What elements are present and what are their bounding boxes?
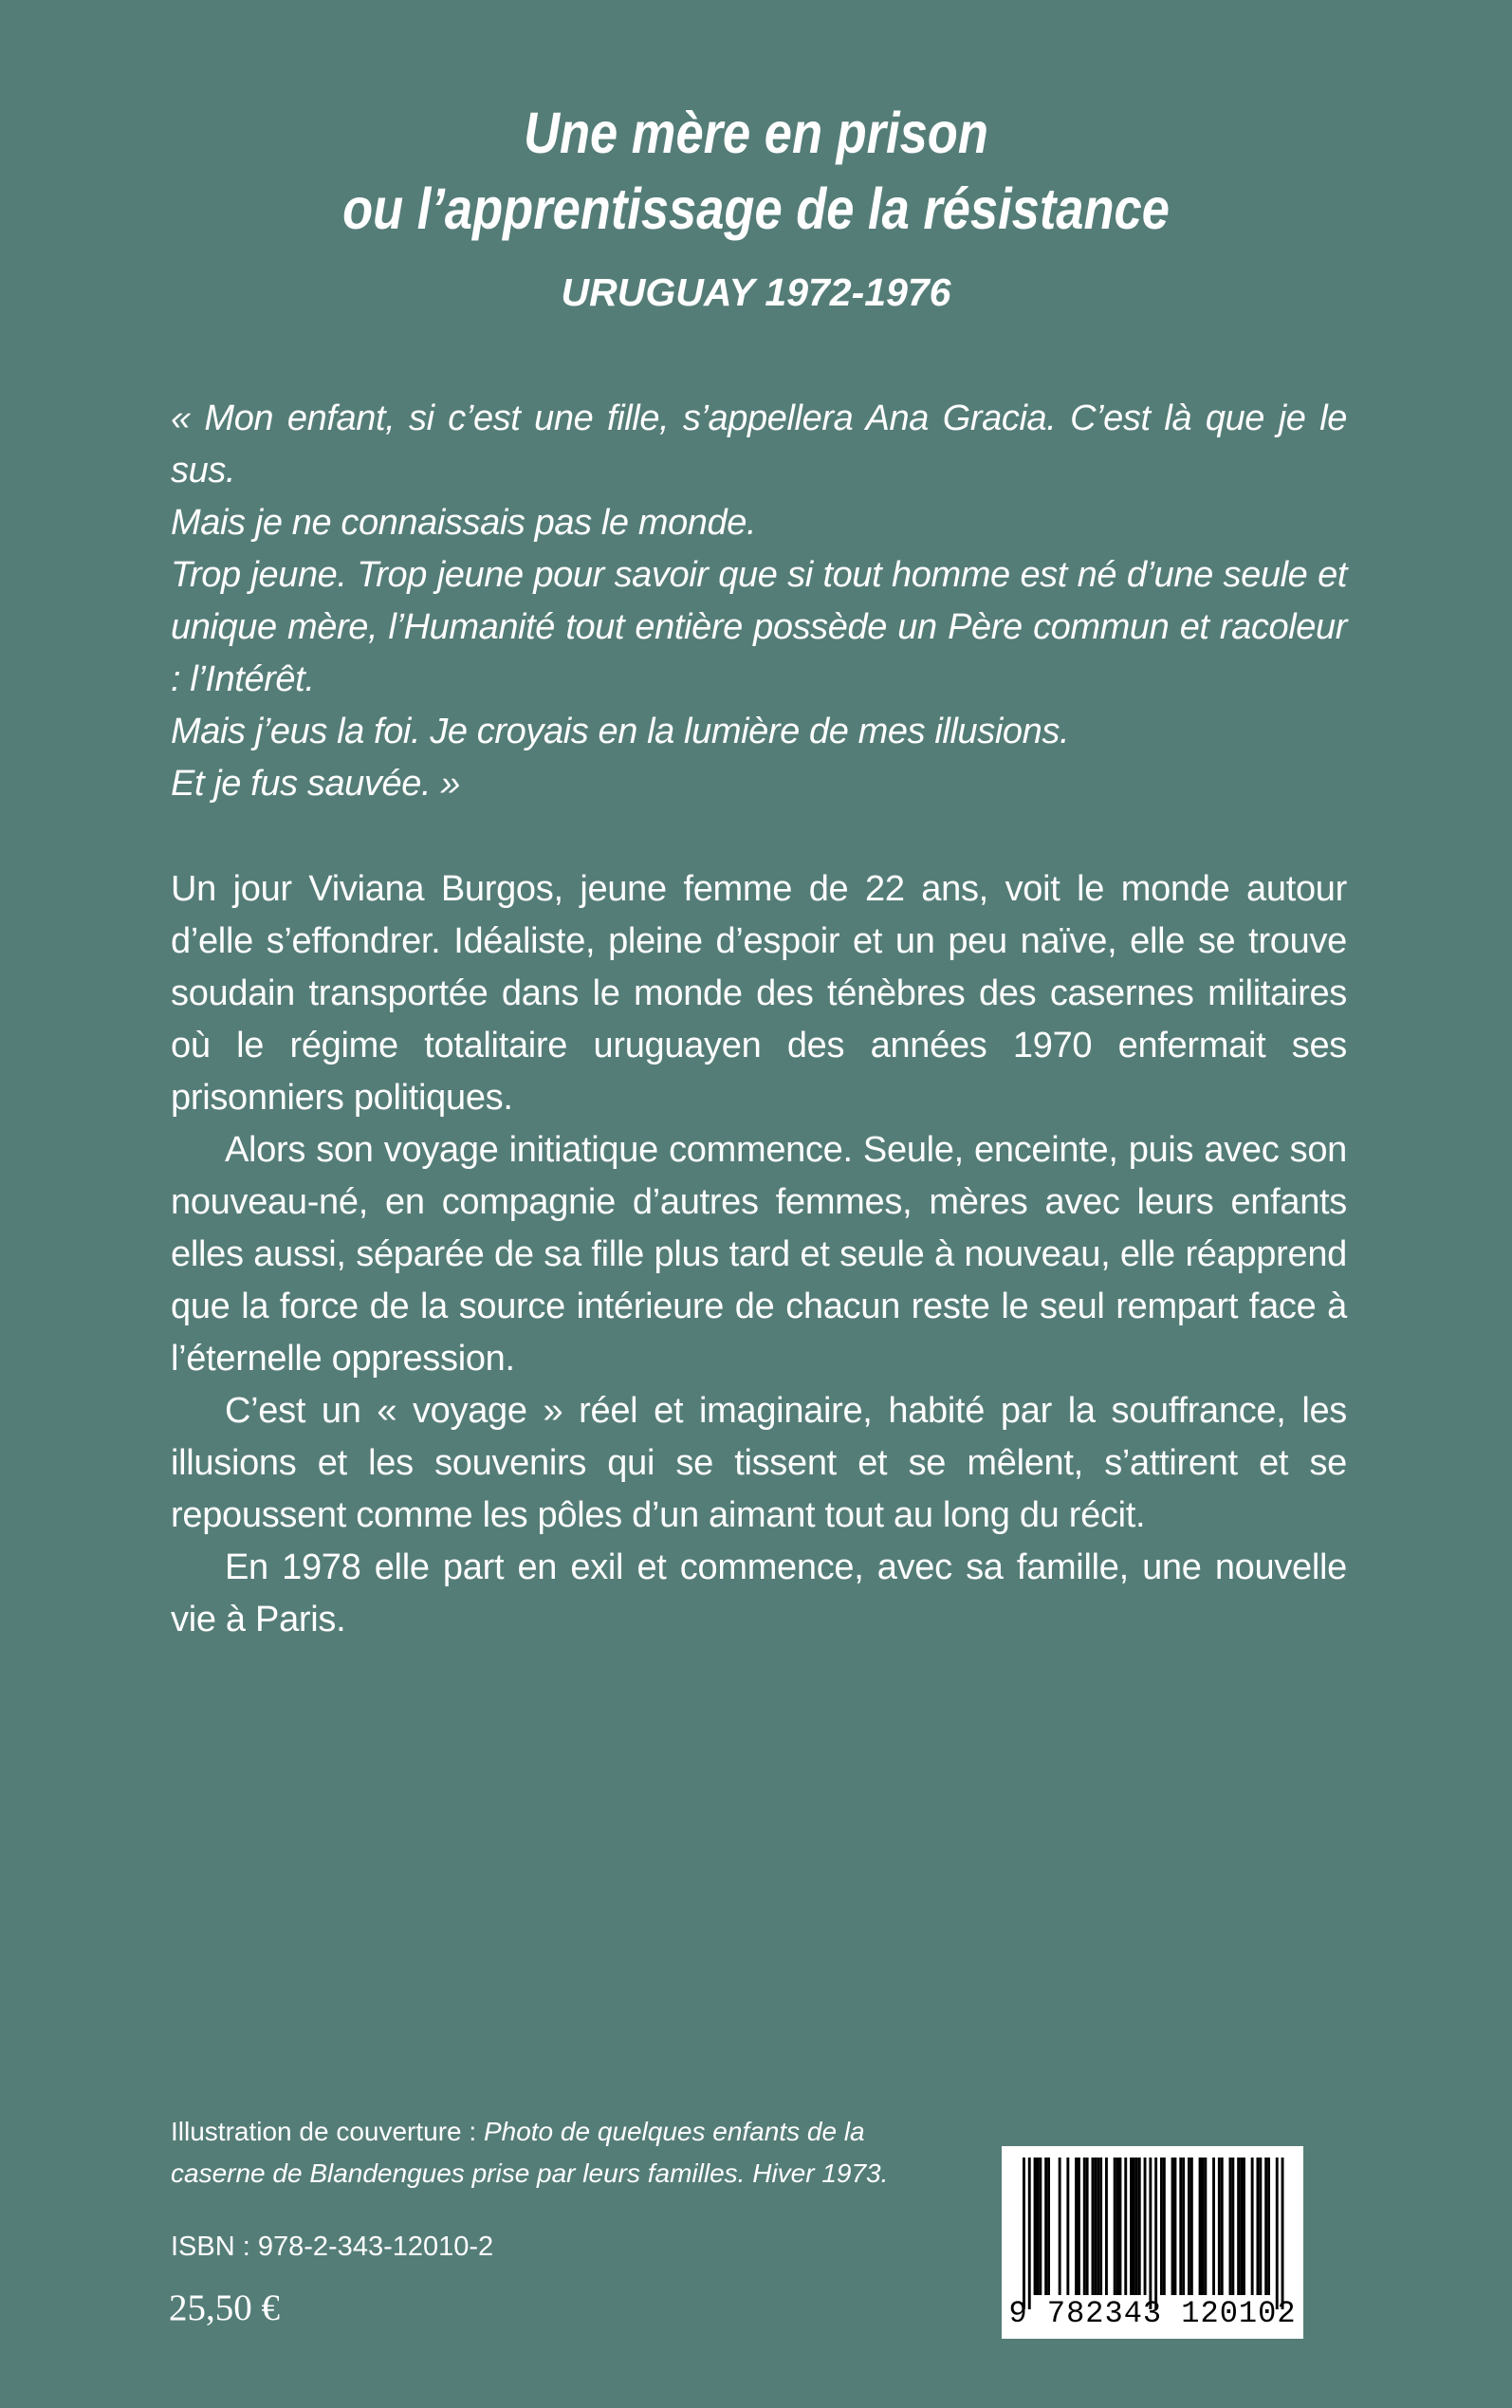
barcode-bar xyxy=(1204,2158,1207,2295)
barcode-bar xyxy=(1154,2158,1157,2309)
book-subtitle: URUGUAY 1972-1976 xyxy=(561,270,951,314)
credit-text: Photo de quelques enfants de la caserne de Blandengues prise par leurs familles. Hiver 1973. xyxy=(171,2117,889,2188)
barcode-bar xyxy=(1259,2158,1262,2295)
barcode-bar xyxy=(1182,2158,1185,2295)
barcode-bar xyxy=(1099,2158,1102,2295)
barcode-bar xyxy=(1190,2158,1193,2295)
barcode-bar xyxy=(1171,2158,1174,2295)
quote-line: « Mon enfant, si c’est une fille, s’appellera Ana Gracia. C’est là que je le sus. xyxy=(171,398,1347,491)
barcode-bar xyxy=(1251,2158,1254,2295)
barcode-bar xyxy=(1124,2158,1127,2295)
cover-illustration-credit xyxy=(171,2111,949,2195)
barcode-bar xyxy=(1264,2158,1267,2295)
barcode-bar xyxy=(1037,2158,1040,2295)
barcode-bar xyxy=(1243,2158,1245,2295)
book-title-line-1: Une mère en prison xyxy=(524,101,988,165)
book-title-line-2: ou l’apprentissage de la résistance xyxy=(342,176,1170,241)
barcode-bar xyxy=(1097,2158,1099,2295)
barcode-bar xyxy=(1105,2158,1108,2295)
barcode-bar xyxy=(1149,2158,1152,2309)
quote-line: Et je fus sauvée. » xyxy=(171,764,461,804)
barcode-bar xyxy=(1163,2158,1166,2295)
summary-paragraph: C’est un « voyage » réel et imaginaire, habité par la souffrance, les illusions et les souvenirs qui se tissent et se mêlent, s’attirent et se repoussent comme les pôles d’un aimant tout au long du récit. xyxy=(171,1391,1347,1535)
barcode-bar xyxy=(1116,2158,1119,2295)
barcode-bar xyxy=(1257,2158,1260,2295)
barcode-bar xyxy=(1114,2158,1116,2295)
barcode-bar xyxy=(1092,2158,1095,2295)
barcode-bar xyxy=(1179,2158,1182,2295)
barcode-bar xyxy=(1138,2158,1141,2295)
barcode-bar xyxy=(1066,2158,1069,2295)
barcode-bar xyxy=(1133,2158,1135,2295)
price: 25,50 € xyxy=(169,2288,280,2328)
barcode-bar xyxy=(1059,2158,1061,2295)
epigraph-quote xyxy=(171,393,1347,810)
barcode-bar xyxy=(1202,2158,1205,2295)
quote-line: Trop jeune. Trop jeune pour savoir que si tout homme est né d’une seule et unique mère, l’Humanité tout entière possède un Père commun et racoleur : l’Intérêt. xyxy=(171,555,1347,699)
barcode-bar xyxy=(1188,2158,1190,2295)
barcode-bar xyxy=(1199,2158,1202,2295)
quote-line: Mais je ne connaissais pas le monde. xyxy=(171,503,757,543)
barcode-bar xyxy=(1039,2158,1042,2295)
isbn: ISBN : 978-2-343-12010-2 xyxy=(171,2232,494,2262)
barcode-bar xyxy=(1174,2158,1177,2295)
credit-label: Illustration de couverture : xyxy=(171,2117,484,2146)
barcode-bar xyxy=(1028,2158,1031,2309)
barcode-bar xyxy=(1119,2158,1122,2295)
barcode xyxy=(1002,2146,1303,2339)
barcode-bar xyxy=(1023,2158,1025,2309)
barcode-bar xyxy=(1212,2158,1215,2295)
barcode-bar xyxy=(1240,2158,1243,2295)
barcode-bar xyxy=(1044,2158,1047,2295)
quote-line: Mais j’eus la foi. Je croyais en la lumière de mes illusions. xyxy=(171,712,1070,751)
barcode-bar xyxy=(1086,2158,1089,2295)
barcode-bar xyxy=(1160,2158,1163,2295)
summary-paragraph: Un jour Viviana Burgos, jeune femme de 22 ans, voit le monde autour d’elle s’effondrer. Idéaliste, pleine d’espoir et un peu naïve, elle se trouve soudain transportée dans le monde des ténèbres des casernes militaires où le régime totalitaire uruguayen des années 1970 enfermait ses prisonniers politiques. xyxy=(171,869,1347,1118)
barcode-bar xyxy=(1229,2158,1232,2295)
barcode-bar xyxy=(1083,2158,1086,2295)
barcode-bar xyxy=(1047,2158,1050,2295)
barcode-bar xyxy=(1267,2158,1270,2295)
barcode-bar xyxy=(1221,2158,1224,2295)
barcode-bar xyxy=(1276,2158,1279,2309)
barcode-bar xyxy=(1075,2158,1078,2295)
barcode-bar xyxy=(1218,2158,1221,2295)
barcode-bar xyxy=(1130,2158,1133,2295)
summary-paragraph: En 1978 elle part en exil et commence, avec sa famille, une nouvelle vie à Paris. xyxy=(171,1547,1347,1639)
barcode-bar xyxy=(1094,2158,1097,2295)
back-cover-summary xyxy=(171,863,1347,1646)
barcode-bar xyxy=(1078,2158,1080,2295)
barcode-bar xyxy=(1282,2158,1284,2309)
barcode-bar xyxy=(1144,2158,1147,2295)
barcode-bar xyxy=(1135,2158,1138,2295)
barcode-bar xyxy=(1034,2158,1037,2295)
barcode-bar xyxy=(1237,2158,1240,2295)
barcode-bar xyxy=(1231,2158,1234,2295)
summary-paragraph: Alors son voyage initiatique commence. Seule, enceinte, puis avec son nouveau-né, en compagnie d’autres femmes, mères avec leurs enfants elles aussi, séparée de sa fille plus tard et seule à nouveau, elle réapprend que la force de la source intérieure de chacun reste le seul rempart face à l’éternelle oppression. xyxy=(171,1130,1347,1379)
barcode-digits: 9 782343 120102 xyxy=(1008,2296,1297,2331)
